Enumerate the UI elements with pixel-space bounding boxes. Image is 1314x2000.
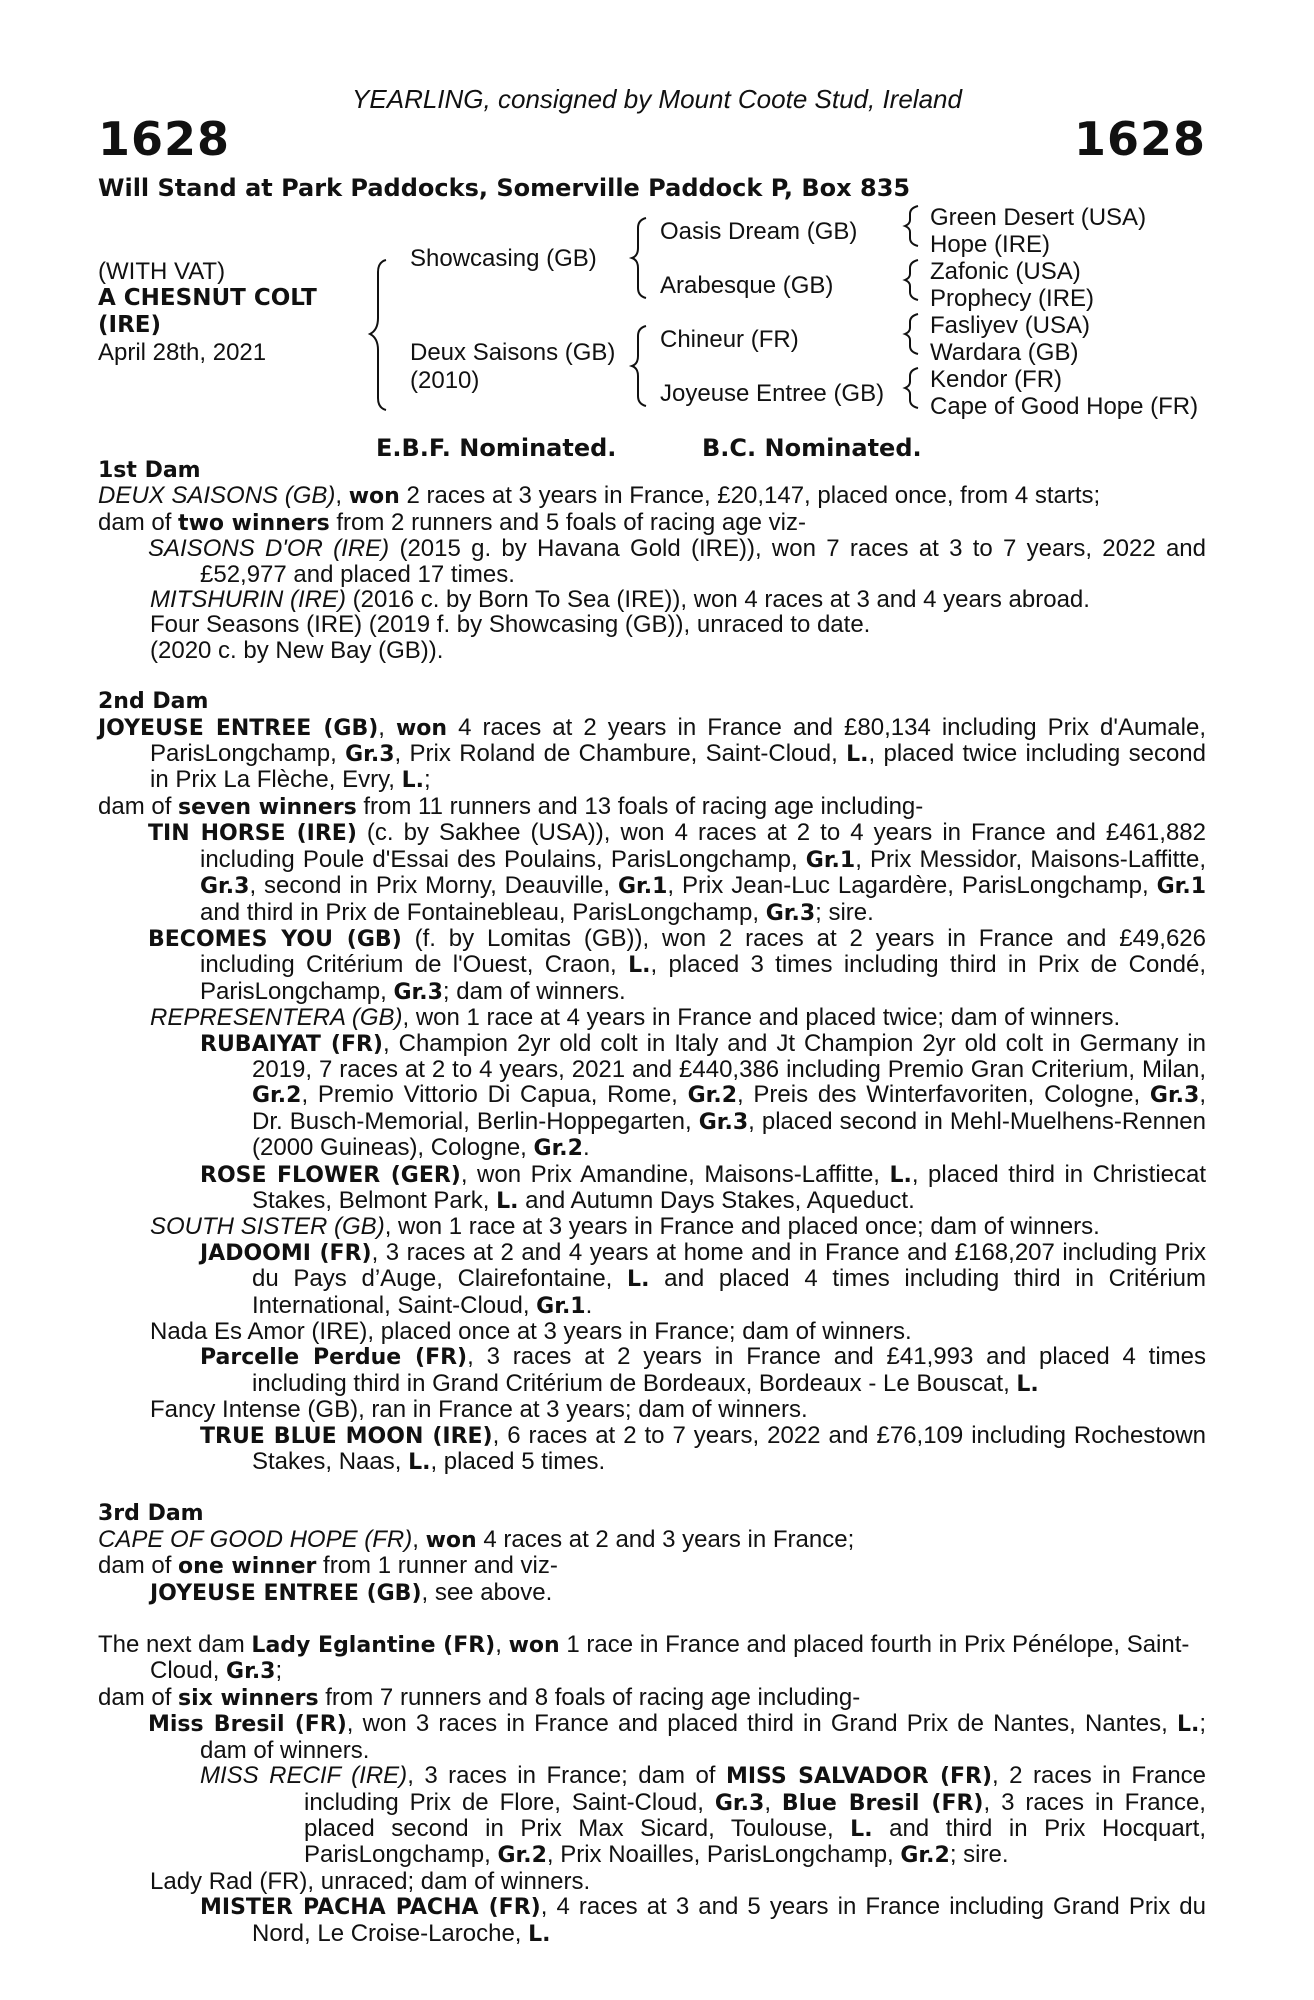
ancestor-2: Hope (IRE) [930,231,1051,258]
horse-name: A CHESNUT COLT [98,285,317,311]
second-dam-summary: JOYEUSE ENTREE (GB), won 4 races at 2 years in France and £80,134 including Prix d'Aumale, ParisLongchamp, Gr.3, Prix Roland de Chambure, Saint-Cloud, L., placed twice including second in Prix La Flèche, Evry, L.; [98,713,1206,794]
ancestor-4: Prophecy (IRE) [930,285,1095,312]
brace-g34 [905,260,918,300]
brace-g78 [905,368,918,408]
ancestor-1: Green Desert (USA) [930,204,1147,231]
ebf-nomination: E.B.F. Nominated. [376,434,617,462]
brace-sire [632,218,646,298]
lot-number-right: 1628 [1073,112,1206,166]
ancestor-7: Kendor (FR) [930,366,1063,393]
third-dam-produce: dam of one winner from 1 runner and viz- [98,1552,558,1580]
consignment-line: YEARLING, consigned by Mount Coote Stud, Ireland [352,84,962,114]
third-dam-heading: 3rd Dam [98,1501,204,1527]
produce-item: BECOMES YOU (GB) (f. by Lomitas (GB)), won 2 races at 2 years in France and £49,626 including Critérium de l'Ouest, Craon, L., placed 3 times including third in Prix de Condé, ParisLongchamp, Gr.3; dam of winners. [148,924,1206,1005]
first-dam-summary: DEUX SAISONS (GB), won 2 races at 3 years in France, £20,147, placed once, from 4 starts; [98,482,1101,510]
brace-dam [632,326,646,406]
produce-item: Lady Rad (FR), unraced; dam of winners. [150,1867,591,1895]
ancestor-5: Fasliyev (USA) [930,312,1091,339]
produce-item: MISS RECIF (IRE), 3 races in France; dam of MISS SALVADOR (FR), 2 races in France including Prix de Flore, Saint-Cloud, Gr.3, Blue Bresil (FR), 3 races in France, placed second in Prix Max Sicard, Toulouse, L. and third in Prix Hocquart, ParisLongchamp, Gr.2, Prix Noailles, ParisLongchamp, Gr.2; sire. [200,1762,1207,1869]
second-dam-produce: dam of seven winners from 11 runners and 13 foals of racing age including- [98,792,924,820]
sire-sire: Oasis Dream (GB) [660,218,858,245]
brace-g12 [905,206,918,246]
produce-item: Four Seasons (IRE) (2019 f. by Showcasing (GB)), unraced to date. [150,611,871,639]
ancestor-8: Cape of Good Hope (FR) [930,393,1199,420]
produce-item: JOYEUSE ENTREE (GB), see above. [150,1578,553,1606]
bc-nomination: B.C. Nominated. [702,434,922,462]
sire-dam: Arabesque (GB) [660,272,834,299]
horse-origin: (IRE) [98,312,162,338]
produce-item: TRUE BLUE MOON (IRE), 6 races at 2 to 7 years, 2022 and £76,109 including Rochestown Stakes, Naas, L., placed 5 times. [200,1421,1206,1476]
produce-item: RUBAIYAT (FR), Champion 2yr old colt in Italy and Jt Champion 2yr old colt in Germany in 2019, 7 races at 2 to 4 years, 2021 and £440,386 including Premio Gran Criterium, Milan, Gr.2, Premio Vittorio Di Capua, Rome, Gr.2, Preis des Winterfavoriten, Cologne, Gr.3, Dr. Busch-Memorial, Berlin-Hoppegarten, Gr.3, placed second in Mehl-Muelhens-Rennen (2000 Guineas), Cologne, Gr.2. [200,1029,1206,1162]
dam-history [98,458,1206,1947]
next-dam-produce: dam of six winners from 7 runners and 8 foals of racing age including- [98,1683,861,1711]
produce-item: Parcelle Perdue (FR), 3 races at 2 years in France and £41,993 and placed 4 times including third in Grand Critérium de Bordeaux, Bordeaux - Le Bouscat, L. [200,1343,1206,1397]
next-dam-summary: The next dam Lady Eglantine (FR), won 1 race in France and placed fourth in Prix Pénélope, Saint-Cloud, Gr.3; [98,1631,1190,1685]
dam: Deux Saisons (GB) [410,339,616,366]
ancestor-3: Zafonic (USA) [930,258,1081,285]
produce-item: (2020 c. by New Bay (GB)). [150,636,444,664]
first-dam-heading: 1st Dam [98,458,201,483]
produce-item: JADOOMI (FR), 3 races at 2 and 4 years at home and in France and £168,207 including Prix du Pays d’Auge, Clairefontaine, L. and placed 4 times including third in Critérium International, Saint-Cloud, Gr.1. [200,1238,1207,1319]
produce-item: MISTER PACHA PACHA (FR), 4 races at 3 and 5 years in France including Grand Prix du Nord, Le Croise-Laroche, L. [200,1893,1206,1947]
produce-item: REPRESENTERA (GB), won 1 race at 4 years in France and placed twice; dam of winners. [150,1004,1121,1032]
produce-item: Nada Es Amor (IRE), placed once at 3 years in France; dam of winners. [150,1318,912,1345]
dam-dam: Joyeuse Entree (GB) [660,380,885,407]
standing-location: Will Stand at Park Paddocks, Somerville Paddock P, Box 835 [98,174,911,202]
produce-item: Miss Bresil (FR), won 3 races in France and placed third in Grand Prix de Nantes, Nantes, L.; dam of winners. [148,1710,1206,1764]
produce-item: SOUTH SISTER (GB), won 1 race at 3 years in France and placed once; dam of winners. [150,1213,1100,1241]
lot-number-left: 1628 [98,112,231,166]
sire: Showcasing (GB) [410,245,597,272]
ancestor-6: Wardara (GB) [930,339,1079,366]
produce-item: Fancy Intense (GB), ran in France at 3 years; dam of winners. [150,1396,808,1424]
vat-note: (WITH VAT) [98,258,226,285]
third-dam-summary: CAPE OF GOOD HOPE (FR), won 4 races at 2 and 3 years in France; [98,1525,855,1553]
foaling-date: April 28th, 2021 [98,339,267,366]
brace-g56 [905,314,918,354]
produce-item: TIN HORSE (IRE) (c. by Sakhee (USA)), won 4 races at 2 to 4 years in France and £461,882 including Poule d'Essai des Poulains, ParisLongchamp, Gr.1, Prix Messidor, Maisons-Laffitte, Gr.3, second in Prix Morny, Deauville, Gr.1, Prix Jean-Luc Lagardère, ParisLongchamp, Gr.1 and third in Prix de Fontainebleau, ParisLongchamp, Gr.3; sire. [148,819,1206,926]
produce-item: MITSHURIN (IRE) (2016 c. by Born To Sea (IRE)), won 4 races at 3 and 4 years abroad. [150,586,1090,614]
dam-year: (2010) [410,367,480,394]
dam-sire: Chineur (FR) [660,326,799,353]
brace-main [370,260,386,410]
second-dam-heading: 2nd Dam [98,689,209,715]
first-dam-produce: dam of two winners from 2 runners and 5 foals of racing age viz- [98,508,806,536]
produce-item: SAISONS D'OR (IRE) (2015 g. by Havana Gold (IRE)), won 7 races at 3 to 7 years, 2022 and £52,977 and placed 17 times. [148,535,1206,588]
produce-item: ROSE FLOWER (GER), won Prix Amandine, Maisons-Laffitte, L., placed third in Christiecat Stakes, Belmont Park, L. and Autumn Days Stakes, Aqueduct. [200,1160,1207,1214]
